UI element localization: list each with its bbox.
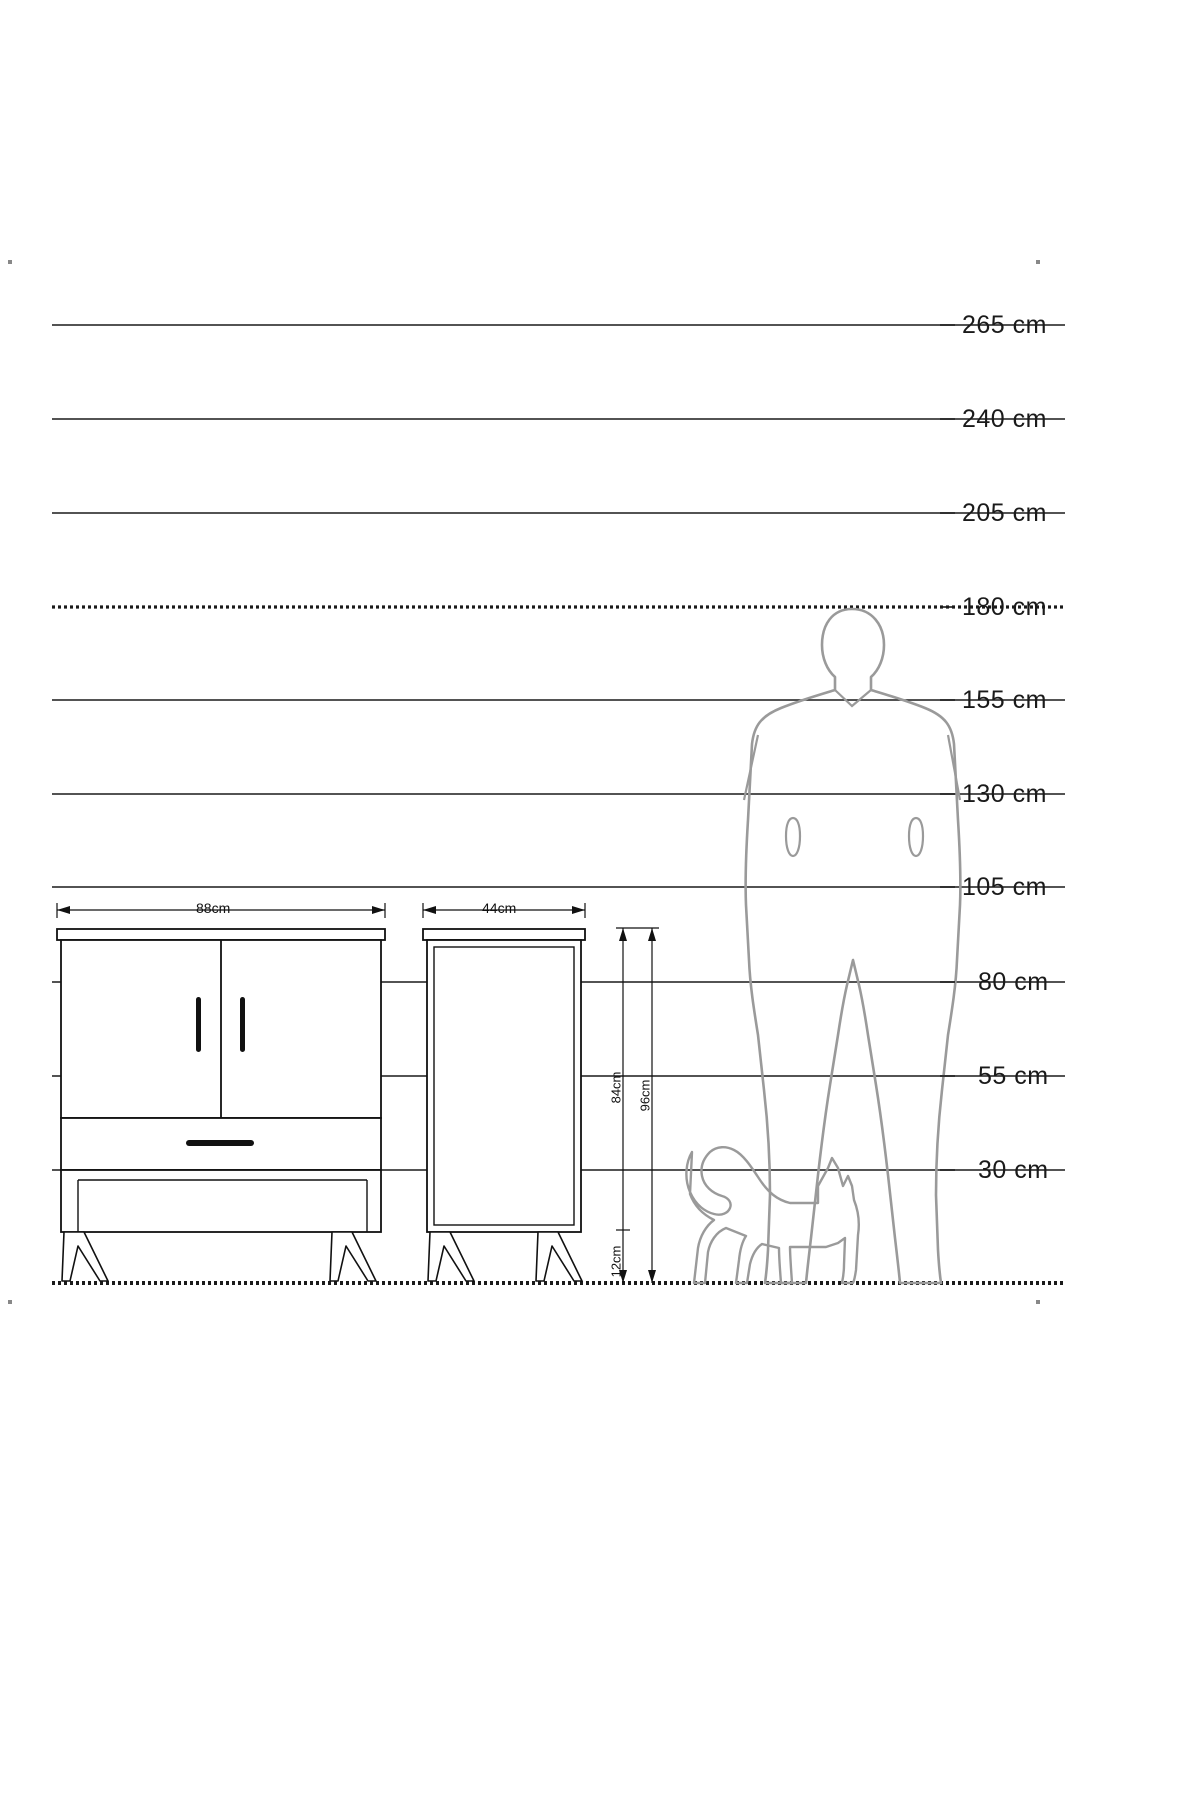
scale-label-265: 265 cm <box>962 311 1047 339</box>
cat-silhouette <box>686 1147 858 1283</box>
tall-nightstand <box>423 929 585 1281</box>
cabinet-handle-left[interactable] <box>196 997 201 1052</box>
dim-44-arrow-right <box>572 906 585 914</box>
scale-label-80: 80 cm <box>978 968 1049 996</box>
dim-label-88cm: 88cm <box>196 900 231 916</box>
scale-label-105: 105 cm <box>962 873 1047 901</box>
cabinet-handle-right[interactable] <box>240 997 245 1052</box>
scale-label-180: 180 cm <box>962 593 1047 621</box>
sideboard-cabinet <box>57 929 385 1281</box>
scale-label-55: 55 cm <box>978 1062 1049 1090</box>
human-silhouette <box>744 609 960 1283</box>
human-right-hand <box>909 818 923 856</box>
dim-label-12cm: 12cm <box>608 1245 624 1278</box>
cabinet-top <box>57 929 385 940</box>
cabinet-leg-left <box>62 1232 108 1281</box>
nightstand-door[interactable] <box>434 947 574 1225</box>
dim-label-44cm: 44cm <box>482 900 517 916</box>
dim-44-arrow-left <box>423 906 436 914</box>
corner-mark-top-right <box>1036 260 1040 264</box>
dim-88-arrow-left <box>57 906 70 914</box>
corner-mark-top-left <box>8 260 12 264</box>
nightstand-leg-left <box>428 1232 474 1281</box>
dim-84-arrow-top <box>619 928 627 941</box>
human-collar <box>835 690 871 706</box>
nightstand-top <box>423 929 585 940</box>
dim-88-arrow-right <box>372 906 385 914</box>
corner-mark-bottom-right <box>1036 1300 1040 1304</box>
scale-label-240: 240 cm <box>962 405 1047 433</box>
corner-mark-bottom-left <box>8 1300 12 1304</box>
cat-outline <box>686 1147 858 1283</box>
dim-label-84cm: 84cm <box>608 1071 624 1104</box>
cabinet-leg-right <box>330 1232 376 1281</box>
scale-label-155: 155 cm <box>962 686 1047 714</box>
scale-label-130: 130 cm <box>962 780 1047 808</box>
scale-label-205: 205 cm <box>962 499 1047 527</box>
nightstand-leg-right <box>536 1232 582 1281</box>
dim-96-arrow-top <box>648 928 656 941</box>
cabinet-drawer-handle[interactable] <box>186 1140 254 1146</box>
dim-label-96cm: 96cm <box>637 1079 653 1112</box>
human-left-hand <box>786 818 800 856</box>
scale-label-30: 30 cm <box>978 1156 1049 1184</box>
human-body-outline <box>746 609 961 1283</box>
